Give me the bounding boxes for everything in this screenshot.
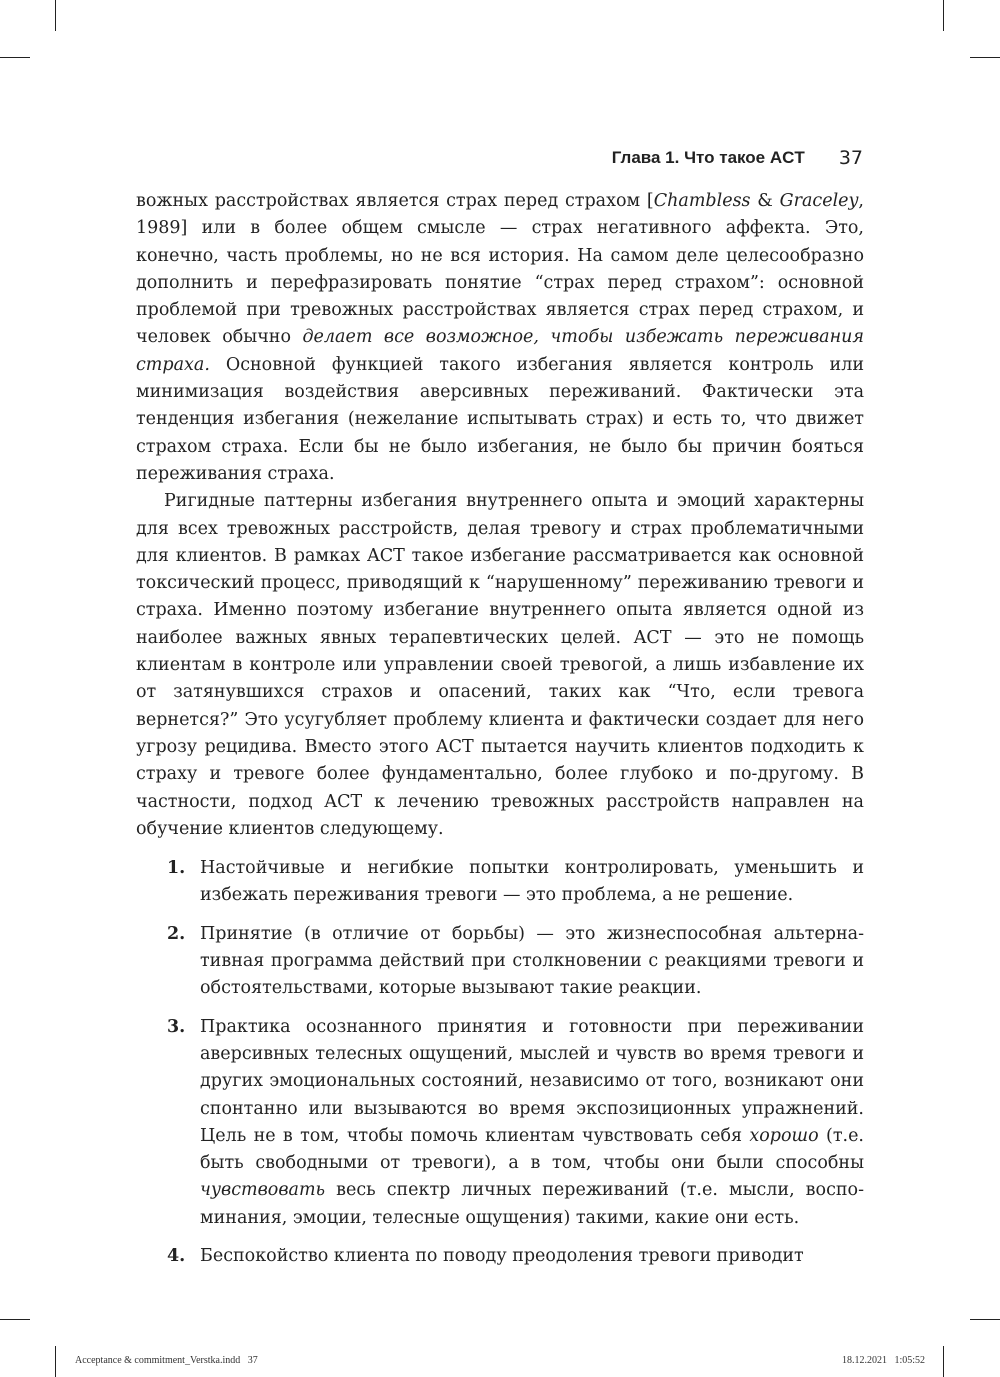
chapter-title: Глава 1. Что такое ACT	[611, 148, 805, 167]
list-number: 4.	[167, 1245, 186, 1266]
page-number: 37	[838, 147, 863, 169]
list-item: 4. Беспокойство клиента по поводу преодоления тревоги приводит	[136, 1243, 864, 1270]
crop-mark	[55, 1346, 56, 1377]
citation-author: Graceley	[779, 191, 859, 211]
list-number: 2.	[167, 923, 186, 944]
list-item: 1. Настойчивые и негибкие попытки контролировать, уменьшить и избежать переживания тревоги — это проблема, а не решение.	[136, 855, 864, 910]
file-name: Acceptance & commitment_Verstka.indd 37	[75, 1355, 258, 1366]
timestamp: 18.12.2021 1:05:52	[841, 1355, 925, 1366]
crop-mark	[943, 0, 944, 31]
body-text	[136, 188, 864, 1281]
crop-mark	[943, 1346, 944, 1377]
numbered-list	[136, 855, 864, 1270]
paragraph-2: Ригидные паттерны избегания внутреннего опыта и эмоций характерны для всех тревожных расстройств, делая тревогу и страх проблематичными для клиентов. В рамках ACT такое избегание рассматривается как основной токсический процесс, приводящий к “нарушенному” переживанию тревоги и страха. Именно поэтому избегание внутреннего опыта является одной из наиболее важных явных терапевтических целей. ACT — это не помощь клиентам в контроле или управлении своей тревогой, а лишь избавление их от затянувшихся страхов и опасений, таких как “Что, если тревога вернется?” Это усугубляет проблему клиента и фактически создает для него угрозу рецидива. Вместо этого ACT пытается научить клиентов подходить к страху и тревоге более фундаментально, более глубоко и по-другому. В частности, подход ACT к лечению тревожных расстройств направлен на обучение клиентов следующему.	[136, 491, 864, 839]
crop-mark	[970, 57, 1000, 58]
paragraph-1: вожных расстройствах является страх перед страхом [Chambless & Graceley, 1989] или в более общем смысле — страх негативного аффекта. Это, конечно, часть проблемы, но не вся история. На самом деле целесообразно дополнить и перефразировать понятие “страх перед страхом”: основной проблемой при тревожных расстройствах является страх перед страхом, и человек обычно делает все возможное, чтобы избежать переживания страха. Основной функцией такого избегания является контроль или минимизация воздействия аверсивных переживаний. Фактически эта тенденция избегания (нежелание испытывать страх) и есть то, что движет страхом страха. Если бы не было избегания, не было бы причин бояться переживания страха.	[136, 191, 864, 484]
list-number: 1.	[167, 858, 186, 879]
crop-mark	[0, 57, 30, 58]
slug-footer	[75, 1355, 925, 1369]
emphasis: хорошо	[749, 1125, 819, 1146]
crop-mark	[55, 0, 56, 31]
list-item: 2. Принятие (в отличие от борьбы) — это жизнеспособная альтернативная программа действий при столкновении с реакциями тревоги и обстоятельствами, которые вызывают такие реакции.	[136, 921, 864, 1003]
list-item: 3. Практика осознанного принятия и готовности при переживании аверсивных телесных ощущений, мыслей и чувств во время тревоги и других эмоциональных состояний, независимо от того, возникают они спонтанно или вызываются во время экспозиционных упражнений. Цель не в том, чтобы помочь клиентам чувствовать себя хорошо (т.е. быть свободными от тревоги), а в том, чтобы они были способны чувствовать весь спектр личных переживаний (т.е. мысли, воспоминания, эмоции, телесные ощущения) такими, какие они есть.	[136, 1014, 864, 1232]
running-header	[560, 146, 863, 170]
crop-mark	[0, 1319, 30, 1320]
list-number: 3.	[167, 1016, 186, 1037]
emphasis: делает все возможное, чтобы избежать переживания страха.	[136, 327, 864, 375]
emphasis: чувствовать	[200, 1180, 326, 1201]
crop-mark	[970, 1319, 1000, 1320]
citation-author: Chambless	[653, 191, 751, 211]
